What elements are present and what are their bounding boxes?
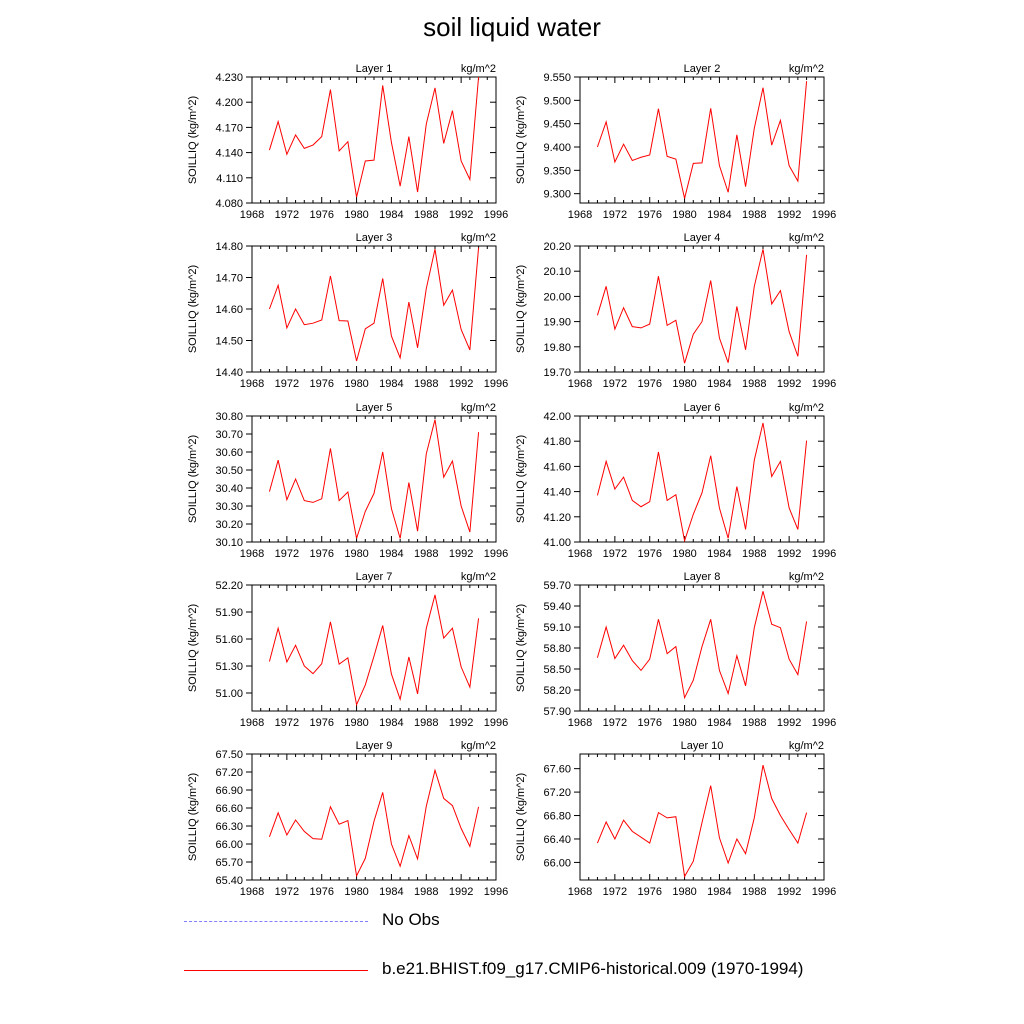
y-tick-label: 30.20 xyxy=(215,519,243,531)
x-tick-label: 1988 xyxy=(742,886,767,898)
x-tick-label: 1972 xyxy=(274,378,300,390)
x-tick-label: 1980 xyxy=(672,378,697,390)
x-tick-label: 1976 xyxy=(637,209,662,221)
x-tick-label: 1972 xyxy=(602,717,628,729)
x-tick-label: 1968 xyxy=(239,209,265,221)
y-tick-label: 58.20 xyxy=(543,685,571,697)
x-tick-label: 1996 xyxy=(483,209,509,221)
y-tick-label: 14.40 xyxy=(215,367,243,379)
y-tick-label: 67.20 xyxy=(543,787,571,800)
x-tick-label: 1992 xyxy=(776,717,802,729)
y-tick-label: 30.10 xyxy=(215,537,243,549)
plot-frame xyxy=(252,585,496,711)
plot-frame xyxy=(252,246,496,372)
series-line xyxy=(269,770,478,876)
x-tick-label: 1996 xyxy=(483,886,509,898)
x-tick-label: 1968 xyxy=(567,886,593,898)
panel-title: Layer 1 xyxy=(355,63,393,75)
x-tick-label: 1992 xyxy=(776,548,802,560)
y-tick-label: 59.40 xyxy=(543,601,571,613)
x-tick-label: 1996 xyxy=(811,886,837,898)
panel-title: Layer 5 xyxy=(355,402,393,414)
panel-units: kg/m^2 xyxy=(460,63,496,75)
panel-units: kg/m^2 xyxy=(788,740,824,752)
panel-layer-1 xyxy=(187,63,508,221)
x-tick-label: 1976 xyxy=(637,548,662,560)
y-tick-label: 51.90 xyxy=(215,607,243,619)
x-tick-label: 1988 xyxy=(414,886,439,898)
x-tick-label: 1988 xyxy=(414,548,439,560)
x-tick-label: 1972 xyxy=(274,548,300,560)
y-axis-label: SOILLIQ (kg/m^2) xyxy=(187,95,199,185)
y-tick-label: 30.60 xyxy=(215,447,243,459)
panel-layer-9 xyxy=(187,740,508,898)
y-tick-label: 30.50 xyxy=(215,465,243,477)
panel-units: kg/m^2 xyxy=(460,232,496,244)
plot-frame xyxy=(252,77,496,203)
panel-layer-3 xyxy=(187,232,508,390)
series-line xyxy=(269,595,478,705)
x-tick-label: 1984 xyxy=(707,209,732,221)
series-line xyxy=(269,420,478,539)
y-tick-label: 4.230 xyxy=(215,72,243,84)
y-tick-label: 66.60 xyxy=(215,803,243,815)
x-tick-label: 1984 xyxy=(707,886,732,898)
panel-layer-2 xyxy=(515,63,836,221)
y-tick-label: 41.80 xyxy=(543,436,571,449)
x-tick-label: 1980 xyxy=(672,209,697,221)
y-tick-label: 52.20 xyxy=(215,580,243,592)
panel-layer-4 xyxy=(515,232,836,390)
y-axis-label: SOILLIQ (kg/m^2) xyxy=(187,603,199,693)
y-tick-label: 66.90 xyxy=(215,785,243,797)
x-tick-label: 1968 xyxy=(239,378,265,390)
x-tick-label: 1988 xyxy=(414,717,439,729)
x-tick-label: 1984 xyxy=(379,378,404,390)
series-line xyxy=(597,249,806,363)
x-tick-label: 1972 xyxy=(274,209,300,221)
y-tick-label: 51.60 xyxy=(215,634,243,646)
y-tick-label: 9.300 xyxy=(543,188,571,201)
x-tick-label: 1968 xyxy=(239,717,265,729)
x-tick-label: 1992 xyxy=(776,209,802,221)
y-tick-label: 9.400 xyxy=(543,142,571,154)
y-tick-label: 20.10 xyxy=(543,266,571,279)
legend-label-no-obs: No Obs xyxy=(382,910,440,929)
panel-title: Layer 8 xyxy=(683,571,721,583)
x-tick-label: 1996 xyxy=(811,209,837,221)
x-tick-label: 1992 xyxy=(776,886,802,898)
x-tick-label: 1980 xyxy=(344,378,369,390)
panel-layer-5 xyxy=(187,402,508,560)
panel-units: kg/m^2 xyxy=(788,402,824,414)
y-tick-label: 65.40 xyxy=(215,875,243,887)
panel-units: kg/m^2 xyxy=(788,63,824,75)
x-tick-label: 1968 xyxy=(567,378,593,390)
x-tick-label: 1968 xyxy=(567,717,593,729)
panel-units: kg/m^2 xyxy=(788,571,824,583)
x-tick-label: 1984 xyxy=(379,209,404,221)
series-line xyxy=(269,248,478,361)
y-tick-label: 14.60 xyxy=(215,304,243,316)
y-tick-label: 42.00 xyxy=(543,411,571,423)
legend-label-model: b.e21.BHIST.f09_g17.CMIP6-historical.009 (1970-1994) xyxy=(382,959,804,978)
x-tick-label: 1976 xyxy=(309,717,334,729)
y-tick-label: 67.60 xyxy=(543,763,571,776)
x-tick-label: 1984 xyxy=(379,886,404,898)
plot-frame xyxy=(580,77,824,203)
y-tick-label: 9.500 xyxy=(543,95,571,108)
y-tick-label: 9.450 xyxy=(543,118,571,131)
legend-line-model xyxy=(184,970,368,971)
x-tick-label: 1988 xyxy=(742,209,767,221)
x-tick-label: 1984 xyxy=(707,378,732,390)
x-tick-label: 1992 xyxy=(776,378,802,390)
y-tick-label: 58.50 xyxy=(543,664,571,676)
plot-frame xyxy=(252,754,496,880)
plot-frame xyxy=(580,754,824,880)
y-tick-label: 4.140 xyxy=(215,147,243,160)
y-axis-label: SOILLIQ (kg/m^2) xyxy=(515,264,527,354)
panel-units: kg/m^2 xyxy=(460,571,496,583)
x-tick-label: 1976 xyxy=(637,378,662,390)
panel-layer-8 xyxy=(515,571,836,729)
y-tick-label: 20.00 xyxy=(543,291,571,304)
y-tick-label: 41.40 xyxy=(543,486,571,499)
panel-layer-7 xyxy=(187,571,508,729)
series-line xyxy=(597,765,806,876)
y-tick-label: 14.80 xyxy=(215,241,243,253)
x-tick-label: 1996 xyxy=(483,378,509,390)
y-tick-label: 57.90 xyxy=(543,706,571,718)
legend-line-no-obs xyxy=(184,921,368,922)
y-tick-label: 9.350 xyxy=(543,165,571,178)
y-axis-label: SOILLIQ (kg/m^2) xyxy=(187,264,199,354)
x-tick-label: 1992 xyxy=(448,548,474,560)
panel-layer-6 xyxy=(515,402,836,560)
x-tick-label: 1980 xyxy=(344,717,369,729)
panel-title: Layer 2 xyxy=(683,63,721,75)
x-tick-label: 1972 xyxy=(602,209,628,221)
x-tick-label: 1988 xyxy=(742,378,767,390)
y-axis-label: SOILLIQ (kg/m^2) xyxy=(187,434,199,524)
y-tick-label: 19.90 xyxy=(543,316,571,329)
y-tick-label: 14.70 xyxy=(215,272,243,285)
y-tick-label: 66.80 xyxy=(543,810,571,823)
y-tick-label: 67.50 xyxy=(215,749,243,761)
x-tick-label: 1972 xyxy=(274,886,300,898)
panel-units: kg/m^2 xyxy=(460,740,496,752)
x-tick-label: 1992 xyxy=(448,717,474,729)
x-tick-label: 1972 xyxy=(602,378,628,390)
x-tick-label: 1980 xyxy=(672,886,697,898)
y-axis-label: SOILLIQ (kg/m^2) xyxy=(515,772,527,862)
x-tick-label: 1996 xyxy=(483,548,509,560)
x-tick-label: 1988 xyxy=(742,717,767,729)
series-line xyxy=(597,423,806,541)
x-tick-label: 1980 xyxy=(344,548,369,560)
series-line xyxy=(597,81,806,198)
y-tick-label: 19.70 xyxy=(543,367,571,379)
panel-layer-10 xyxy=(515,740,836,898)
y-tick-label: 51.00 xyxy=(215,688,243,700)
x-tick-label: 1996 xyxy=(811,378,837,390)
y-tick-label: 41.60 xyxy=(543,461,571,474)
x-tick-label: 1988 xyxy=(742,548,767,560)
x-tick-label: 1976 xyxy=(309,548,334,560)
y-tick-label: 66.40 xyxy=(543,833,571,846)
x-tick-label: 1992 xyxy=(448,886,474,898)
x-tick-label: 1996 xyxy=(811,548,837,560)
y-tick-label: 19.80 xyxy=(543,341,571,354)
series-line xyxy=(269,77,478,197)
y-tick-label: 14.50 xyxy=(215,335,243,348)
y-tick-label: 41.20 xyxy=(543,511,571,524)
x-tick-label: 1976 xyxy=(637,886,662,898)
plot-frame xyxy=(252,416,496,542)
panel-title: Layer 10 xyxy=(680,740,724,752)
y-tick-label: 20.20 xyxy=(543,241,571,253)
y-tick-label: 4.170 xyxy=(215,122,243,135)
x-tick-label: 1980 xyxy=(672,548,697,560)
x-tick-label: 1972 xyxy=(602,548,628,560)
y-axis-label: SOILLIQ (kg/m^2) xyxy=(187,772,199,862)
y-tick-label: 9.550 xyxy=(543,72,571,84)
x-tick-label: 1988 xyxy=(414,209,439,221)
panel-title: Layer 6 xyxy=(683,402,721,414)
y-axis-label: SOILLIQ (kg/m^2) xyxy=(515,95,527,185)
y-tick-label: 41.00 xyxy=(543,537,571,549)
y-axis-label: SOILLIQ (kg/m^2) xyxy=(515,603,527,693)
x-tick-label: 1996 xyxy=(811,717,837,729)
y-tick-label: 4.080 xyxy=(215,198,243,210)
panel-title: Layer 3 xyxy=(355,232,393,244)
plot-frame xyxy=(580,246,824,372)
x-tick-label: 1984 xyxy=(707,717,732,729)
x-tick-label: 1968 xyxy=(239,886,265,898)
x-tick-label: 1972 xyxy=(274,717,300,729)
x-tick-label: 1976 xyxy=(309,886,334,898)
y-tick-label: 58.80 xyxy=(543,643,571,655)
x-tick-label: 1992 xyxy=(448,378,474,390)
x-tick-label: 1984 xyxy=(379,717,404,729)
x-tick-label: 1976 xyxy=(309,209,334,221)
plot-frame xyxy=(580,416,824,542)
panel-units: kg/m^2 xyxy=(788,232,824,244)
panel-title: Layer 4 xyxy=(683,232,721,244)
page-title: soil liquid water xyxy=(423,12,601,42)
x-tick-label: 1968 xyxy=(239,548,265,560)
x-tick-label: 1988 xyxy=(414,378,439,390)
y-tick-label: 51.30 xyxy=(215,661,243,673)
x-tick-label: 1972 xyxy=(602,886,628,898)
y-tick-label: 30.80 xyxy=(215,411,243,423)
x-tick-label: 1968 xyxy=(567,548,593,560)
y-tick-label: 65.70 xyxy=(215,857,243,869)
y-tick-label: 30.70 xyxy=(215,429,243,441)
y-tick-label: 30.30 xyxy=(215,501,243,513)
y-tick-label: 67.20 xyxy=(215,767,243,779)
y-tick-label: 66.00 xyxy=(543,857,571,870)
x-tick-label: 1996 xyxy=(483,717,509,729)
x-tick-label: 1992 xyxy=(448,209,474,221)
panel-units: kg/m^2 xyxy=(460,402,496,414)
y-tick-label: 4.200 xyxy=(215,97,243,110)
x-tick-label: 1968 xyxy=(567,209,593,221)
x-tick-label: 1976 xyxy=(637,717,662,729)
series-line xyxy=(597,591,806,697)
x-tick-label: 1976 xyxy=(309,378,334,390)
x-tick-label: 1980 xyxy=(344,886,369,898)
y-tick-label: 66.30 xyxy=(215,821,243,833)
x-tick-label: 1980 xyxy=(344,209,369,221)
y-tick-label: 59.70 xyxy=(543,580,571,592)
x-tick-label: 1984 xyxy=(707,548,732,560)
y-tick-label: 59.10 xyxy=(543,622,571,634)
x-tick-label: 1984 xyxy=(379,548,404,560)
panel-title: Layer 7 xyxy=(355,571,393,583)
y-tick-label: 30.40 xyxy=(215,483,243,495)
x-tick-label: 1980 xyxy=(672,717,697,729)
y-tick-label: 4.110 xyxy=(216,172,243,185)
panel-title: Layer 9 xyxy=(355,740,393,752)
y-tick-label: 66.00 xyxy=(215,839,243,851)
y-axis-label: SOILLIQ (kg/m^2) xyxy=(515,434,527,524)
